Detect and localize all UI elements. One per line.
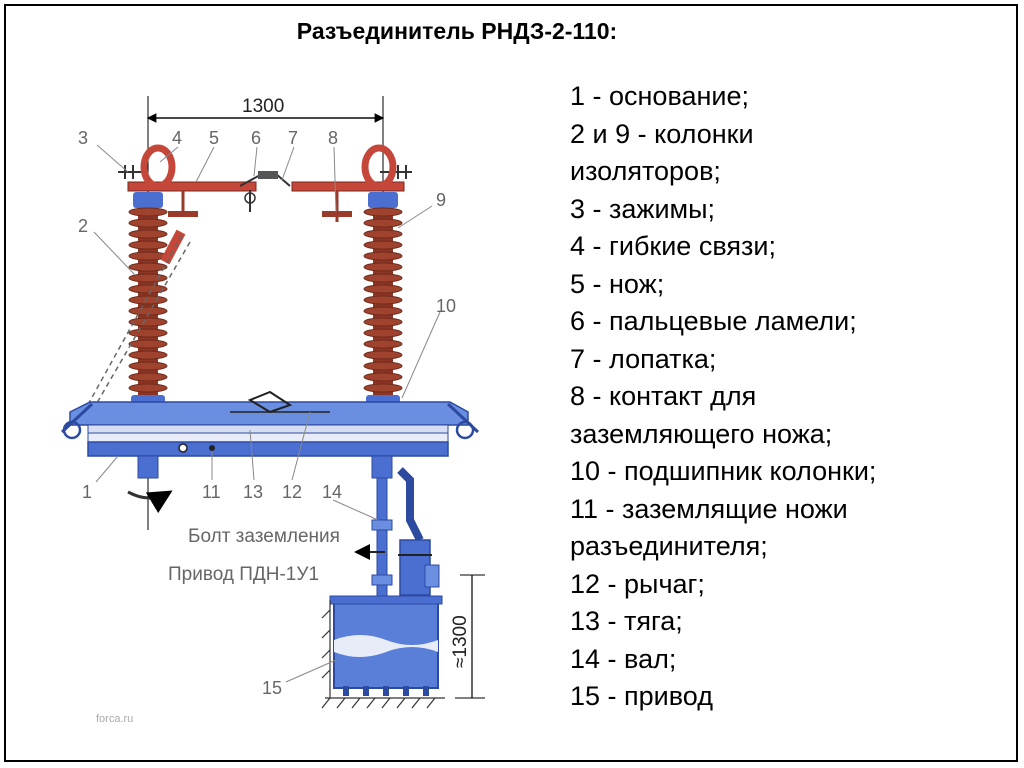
label-15: 15 (262, 678, 283, 698)
label-5: 5 (209, 128, 220, 148)
insulator-column-left (129, 192, 167, 409)
insulator-shed (364, 296, 402, 304)
insulator-shed (364, 285, 402, 293)
legend-list (570, 78, 1010, 716)
insulator-shed (129, 241, 167, 249)
insulator-shed (129, 208, 167, 216)
label-10: 10 (436, 296, 457, 316)
insulator-shed (364, 318, 402, 326)
label-7: 7 (288, 128, 299, 148)
insulator-shed (364, 373, 402, 381)
insulator-shed (129, 219, 167, 227)
legend-item: 8 - контакт для (570, 381, 757, 411)
legend-item: 6 - пальцевые ламели; (570, 306, 857, 336)
insulator-shed (129, 263, 167, 271)
insulator-shed (364, 351, 402, 359)
caption-drive: Привод ПДН-1У1 (168, 564, 320, 585)
label-9: 9 (436, 190, 447, 210)
insulator-shed (129, 318, 167, 326)
legend-item: 15 - привод (570, 681, 713, 711)
insulator-shed (129, 230, 167, 238)
legend-item: разъединителя; (570, 531, 768, 561)
base-frame (62, 392, 478, 478)
insulator-shed (364, 263, 402, 271)
label-3: 3 (78, 128, 89, 148)
legend-item: 4 - гибкие связи; (570, 231, 776, 261)
insulator-shed (129, 340, 167, 348)
insulator-shed (129, 384, 167, 392)
label-1: 1 (82, 482, 93, 502)
label-4: 4 (172, 128, 183, 148)
insulator-shed (364, 384, 402, 392)
insulator-shed (364, 219, 402, 227)
insulator-shed (364, 362, 402, 370)
label-14: 14 (322, 482, 343, 502)
caption-bolt: Болт заземления (188, 526, 340, 547)
legend-item: 12 - рычаг; (570, 568, 705, 599)
rotation-arrow (128, 492, 170, 498)
insulator-shed (129, 373, 167, 381)
legend-item: 1 - основание; (570, 81, 750, 111)
legend-item: 5 - нож; (570, 268, 665, 299)
label-2: 2 (78, 216, 89, 236)
insulator-shed (364, 329, 402, 337)
insulator-shed (364, 230, 402, 238)
legend-item: изоляторов; (570, 156, 721, 186)
insulator-shed (364, 208, 402, 216)
insulator-column-right (364, 192, 402, 409)
dim-width-label: 1300 (242, 96, 285, 117)
dimension-height (450, 575, 485, 698)
legend-item: 2 и 9 - колонки (570, 118, 754, 149)
legend-item: 14 - вал; (570, 643, 677, 674)
watermark: forca.ru (96, 713, 134, 725)
insulator-shed (129, 362, 167, 370)
legend-item: 11 - заземлящие ножи (570, 493, 848, 524)
label-13: 13 (243, 482, 264, 502)
insulator-shed (364, 340, 402, 348)
insulator-shed (364, 307, 402, 315)
label-11: 11 (202, 482, 221, 502)
legend-item: 10 - подшипник колонки; (570, 456, 877, 486)
insulator-shed (129, 296, 167, 304)
legend-item: заземляющего ножа; (570, 418, 833, 449)
insulator-shed (364, 241, 402, 249)
legend-item: 7 - лопатка; (570, 343, 717, 374)
label-8: 8 (328, 128, 339, 148)
insulator-shed (129, 351, 167, 359)
insulator-shed (364, 252, 402, 260)
label-6: 6 (251, 128, 262, 148)
insulator-shed (129, 329, 167, 337)
insulator-shed (364, 274, 402, 282)
slide-title: Разъединитель РНДЗ-2-110: (296, 18, 618, 44)
dimension-width (148, 96, 383, 150)
label-12: 12 (282, 482, 303, 502)
legend-item: 13 - тяга; (570, 606, 683, 636)
dim-height-label: ≈1300 (450, 615, 471, 668)
legend-item: 3 - зажимы; (570, 193, 716, 224)
